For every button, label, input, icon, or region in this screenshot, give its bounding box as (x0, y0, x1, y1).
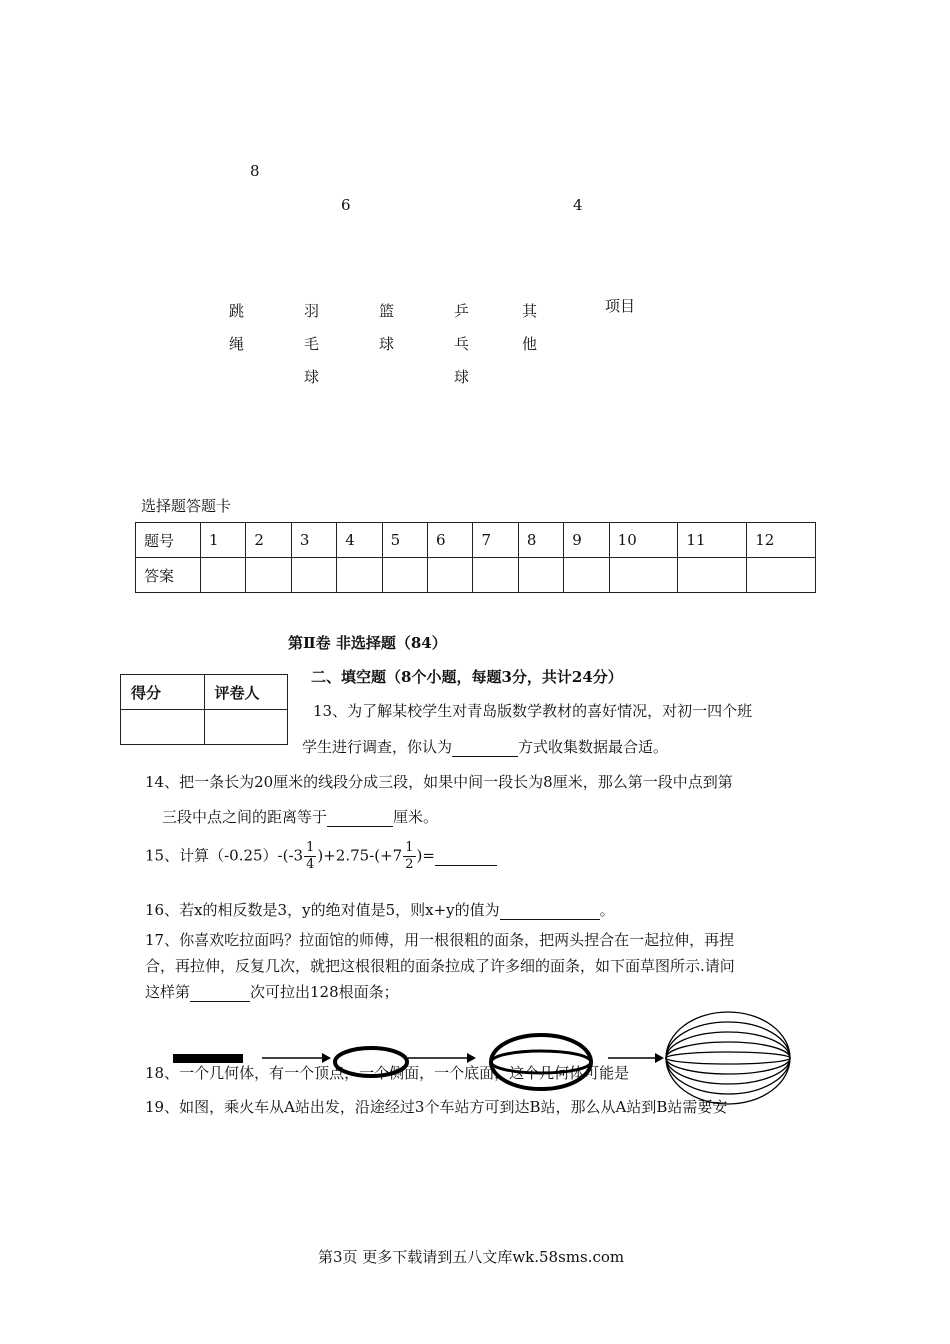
noodle-loop-2-inner (491, 1051, 591, 1073)
question-14-line1: 14、把一条长为20厘米的线段分成三段，如果中间一段长为8厘米，那么第一段中点到第 (145, 773, 733, 791)
section-title: 第Ⅱ卷 非选择题（84） (288, 634, 447, 652)
question-17-line3: 这样第 次可拉出128根面条； (145, 983, 399, 1001)
question-13-line1: 13、为了解某校学生对青岛版数学教材的喜好情况，对初一四个班 (313, 702, 753, 720)
question-number: 7 (473, 523, 518, 558)
fraction-one-half: $\frac{1}{2}$ (405, 840, 414, 872)
fraction-one-quarter: $\frac{1}{4}$ (306, 840, 315, 872)
page-footer: 第3页 更多下载请到五八文库wk.58sms.com (318, 1248, 625, 1266)
question-15: 15、计算（-0.25）-(-3 $\frac{1}{4}$ )+2.75-(+7 $\frac{1}{2}$ )= (145, 840, 497, 873)
row-header: 答案 (136, 558, 201, 593)
question-17-line1: 17、你喜欢吃拉面吗？拉面馆的师傅，用一根很粗的面条，把两头捏合在一起拉伸，再捏 (145, 931, 735, 949)
arrow-head (655, 1053, 664, 1063)
question-16: 16、若x的相反数是3，y的绝对值是5，则x+y的值为 。 (145, 901, 615, 919)
question-number: 5 (382, 523, 427, 558)
answer-card-title: 选择题答题卡 (141, 497, 232, 515)
fill-in-title: 二、填空题（8个小题，每题3分，共计24分） (311, 668, 623, 686)
question-number: 11 (678, 523, 747, 558)
category-label: 羽 毛 球 (304, 302, 320, 386)
score-label: 得分 (121, 675, 205, 710)
noodle-loop-1 (335, 1048, 407, 1076)
category-label: 篮 球 (379, 302, 395, 353)
chart-number-8: 8 (250, 162, 260, 180)
axis-label: 项目 (605, 297, 636, 315)
question-number: 2 (246, 523, 291, 558)
question-number: 10 (609, 523, 678, 558)
question-number: 3 (291, 523, 336, 558)
category-label: 其 他 (522, 302, 538, 353)
arrow-head (467, 1053, 476, 1063)
chart-number-6: 6 (341, 196, 351, 214)
category-label: 乒 乓 球 (454, 302, 470, 386)
question-number: 8 (518, 523, 563, 558)
question-13-line2: 学生进行调查，你认为 方式收集数据最合适。 (302, 738, 669, 756)
question-17-line2: 合，再拉伸，反复几次，就把这根很粗的面条拉成了许多细的面条，如下面草图所示.请问 (145, 957, 735, 975)
noodle-loop-many (666, 1012, 790, 1104)
question-number: 6 (428, 523, 473, 558)
grader-label: 评卷人 (204, 675, 288, 710)
category-label: 跳 绳 (229, 302, 245, 353)
chart-number-4: 4 (573, 196, 583, 214)
question-19: 19、如图，乘火车从A站出发，沿途经过3个车站方可到达B站，那么从A站到B站需要安 (145, 1098, 728, 1116)
question-number: 12 (747, 523, 816, 558)
arrow-head (322, 1053, 331, 1063)
question-number: 1 (201, 523, 246, 558)
question-14-line2: 三段中点之间的距离等于 厘米。 (162, 808, 439, 826)
thick-noodle-bar (173, 1054, 243, 1063)
row-header: 题号 (136, 523, 201, 558)
question-number: 9 (564, 523, 609, 558)
question-number: 4 (337, 523, 382, 558)
question-18: 18、一个几何体，有一个顶点，一个侧面，一个底面，这个几何体可能是 (145, 1064, 630, 1082)
noodle-loop-2-outer (491, 1035, 591, 1089)
